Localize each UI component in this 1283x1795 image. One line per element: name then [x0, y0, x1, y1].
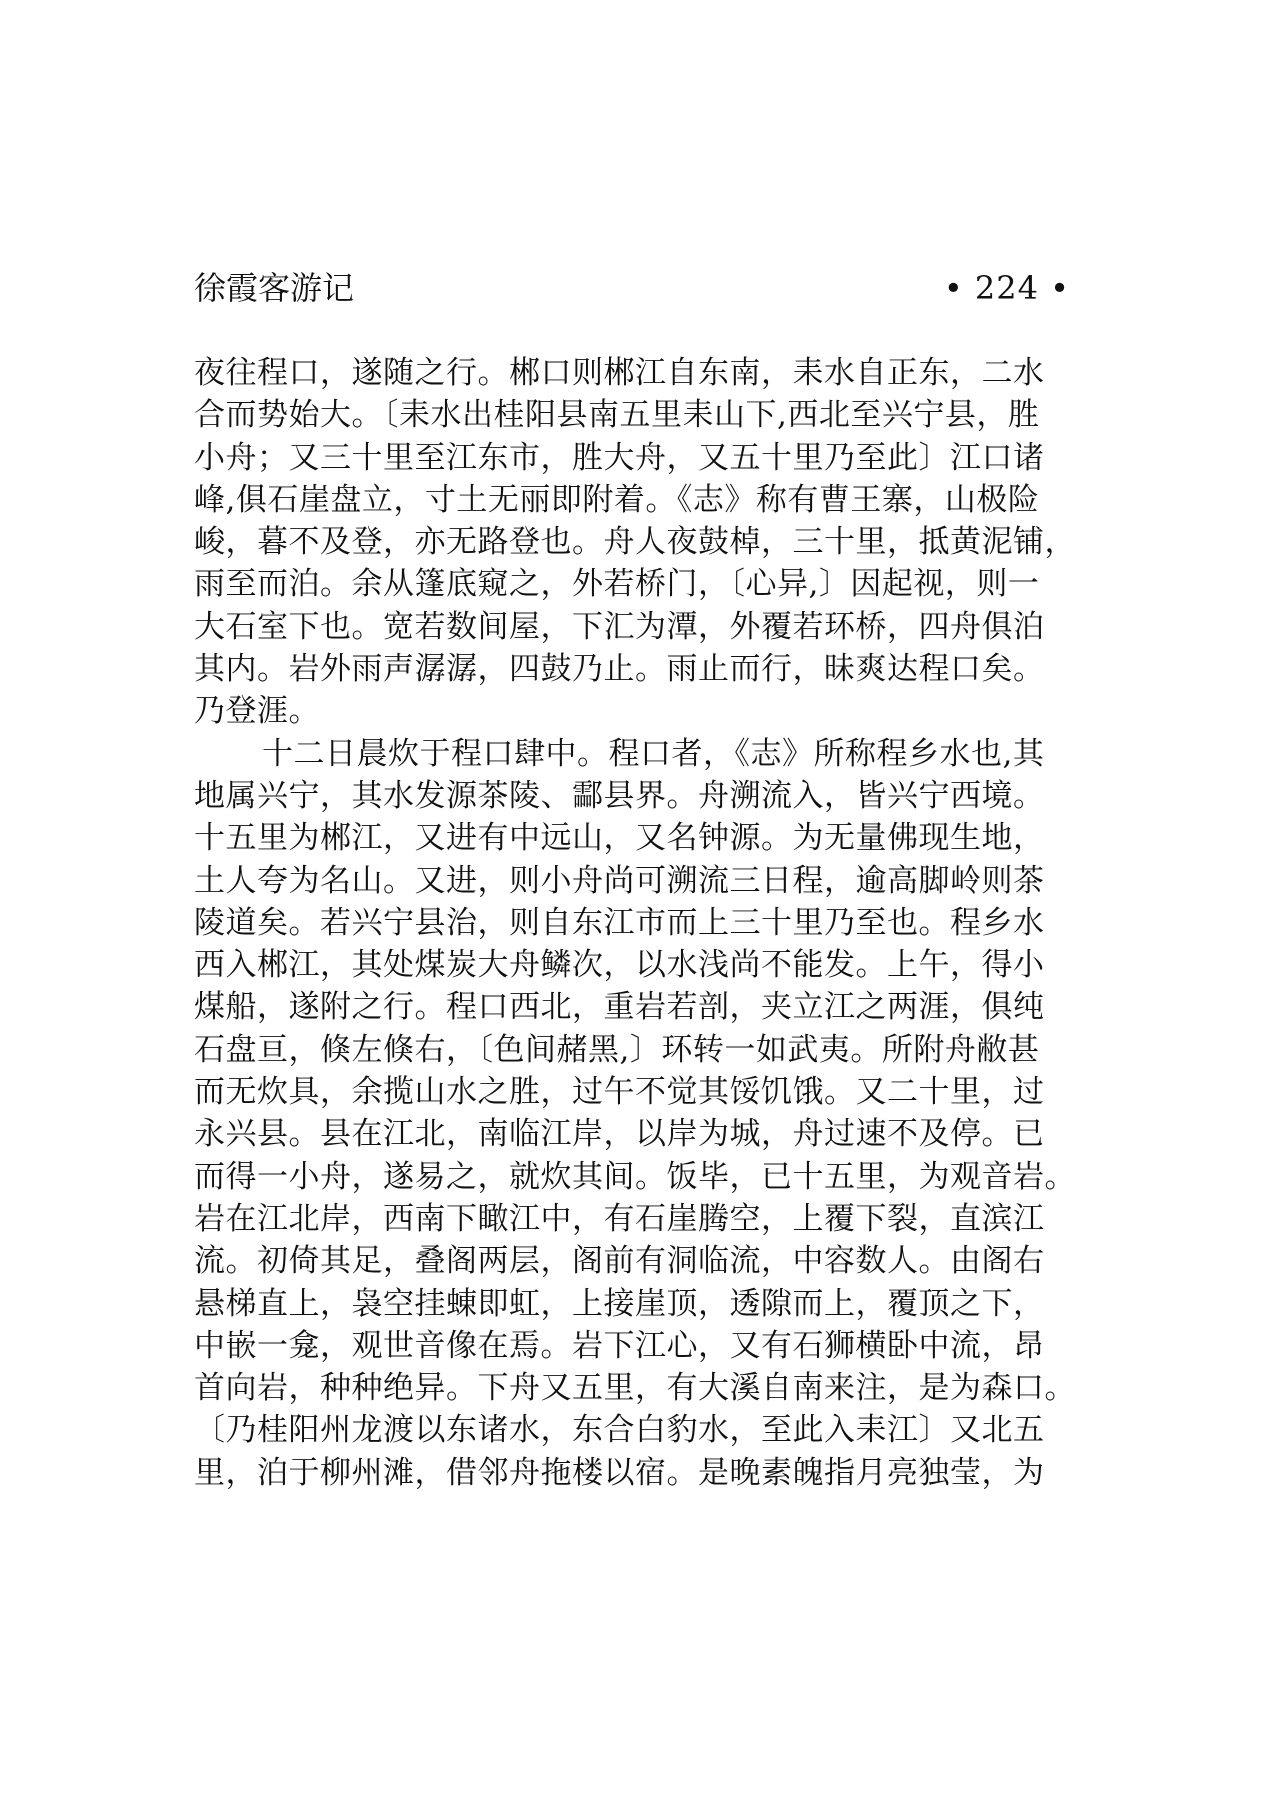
- text-line: 小舟；又三十里至江东市，胜大舟，又五十里乃至此〕江口诸: [194, 439, 1045, 476]
- text-line: 峻，暮不及登，亦无路登也。舟人夜鼓棹，三十里，抵黄泥铺，: [194, 524, 1076, 561]
- page-number: • 224 •: [943, 269, 1070, 307]
- text-line: 峰,俱石崖盘立，寸土无丽即附着。《志》称有曹王寨，山极险: [194, 481, 1040, 518]
- text-line: 岩在江北岸，西南下瞰江中，有石崖腾空，上覆下裂，直滨江: [194, 1200, 1045, 1237]
- text-line: 雨至而泊。余从篷底窥之，外若桥门，〔心异,〕因起视，则一: [194, 566, 1040, 603]
- text-line: 中嵌一龛，观世音像在焉。岩下江心，又有石狮横卧中流，昂: [194, 1327, 1045, 1364]
- text-line: 乃登涯。: [194, 693, 320, 730]
- text-line: 流。初倚其足，叠阁两层，阁前有洞临流，中容数人。由阁右: [194, 1243, 1045, 1280]
- text-line: 石盘亘，倏左倏右，〔色间赭黑,〕环转一如武夷。所附舟敝甚: [194, 1031, 1040, 1068]
- text-line: 首向岩，种种绝异。下舟又五里，有大溪自南来注，是为森口。: [194, 1370, 1076, 1407]
- text-line: 煤船，遂附之行。程口西北，重岩若剖，夹立江之两涯，俱纯: [194, 989, 1045, 1026]
- body-text: [194, 352, 1094, 1494]
- text-line: 而无炊具，余揽山水之胜，过午不觉其馁饥饿。又二十里，过: [194, 1074, 1045, 1111]
- text-line: 西入郴江，其处煤炭大舟鳞次，以水浅尚不能发。上午，得小: [194, 947, 1045, 984]
- text-line: 合而势始大。〔耒水出桂阳县南五里耒山下,西北至兴宁县，胜: [194, 397, 1040, 434]
- text-line: 夜往程口，遂随之行。郴口则郴江自东南，耒水自正东，二水: [194, 355, 1045, 391]
- text-line: 悬梯直上，袅空挂蝀即虹，上接崖顶，透隙而上，覆顶之下，: [194, 1285, 1045, 1322]
- text-line: 大石室下也。宽若数间屋，下汇为潭，外覆若环桥，四舟俱泊: [194, 608, 1045, 645]
- text-line: 地属兴宁，其水发源茶陵、酃县界。舟溯流入，皆兴宁西境。: [194, 777, 1045, 814]
- paragraph-start-line: 十二日晨炊于程口肆中。程口者，《志》所称程乡水也,其: [262, 735, 1045, 772]
- text-line: 里，泊于柳州滩，借邻舟拖楼以宿。是晚素魄指月亮独莹，为: [194, 1454, 1045, 1491]
- text-line: 十五里为郴江，又进有中远山，又名钟源。为无量佛现生地，: [194, 820, 1045, 857]
- text-line: 陵道矣。若兴宁县治，则自东江市而上三十里乃至也。程乡水: [194, 904, 1045, 941]
- text-line: 〔乃桂阳州龙渡以东诸水，东合白豹水，至此入耒江〕又北五: [194, 1412, 1045, 1449]
- text-line: 永兴县。县在江北，南临江岸，以岸为城，舟过速不及停。已: [194, 1116, 1045, 1153]
- text-line: 其内。岩外雨声潺潺，四鼓乃止。雨止而行，昧爽达程口矣。: [194, 651, 1045, 688]
- text-line: 而得一小舟，遂易之，就炊其间。饭毕，已十五里，为观音岩。: [194, 1158, 1076, 1195]
- text-line: 土人夸为名山。又进，则小舟尚可溯流三日程，逾高脚岭则茶: [194, 862, 1045, 899]
- page-header: [194, 266, 1082, 310]
- book-title: 徐霞客游记: [194, 269, 355, 307]
